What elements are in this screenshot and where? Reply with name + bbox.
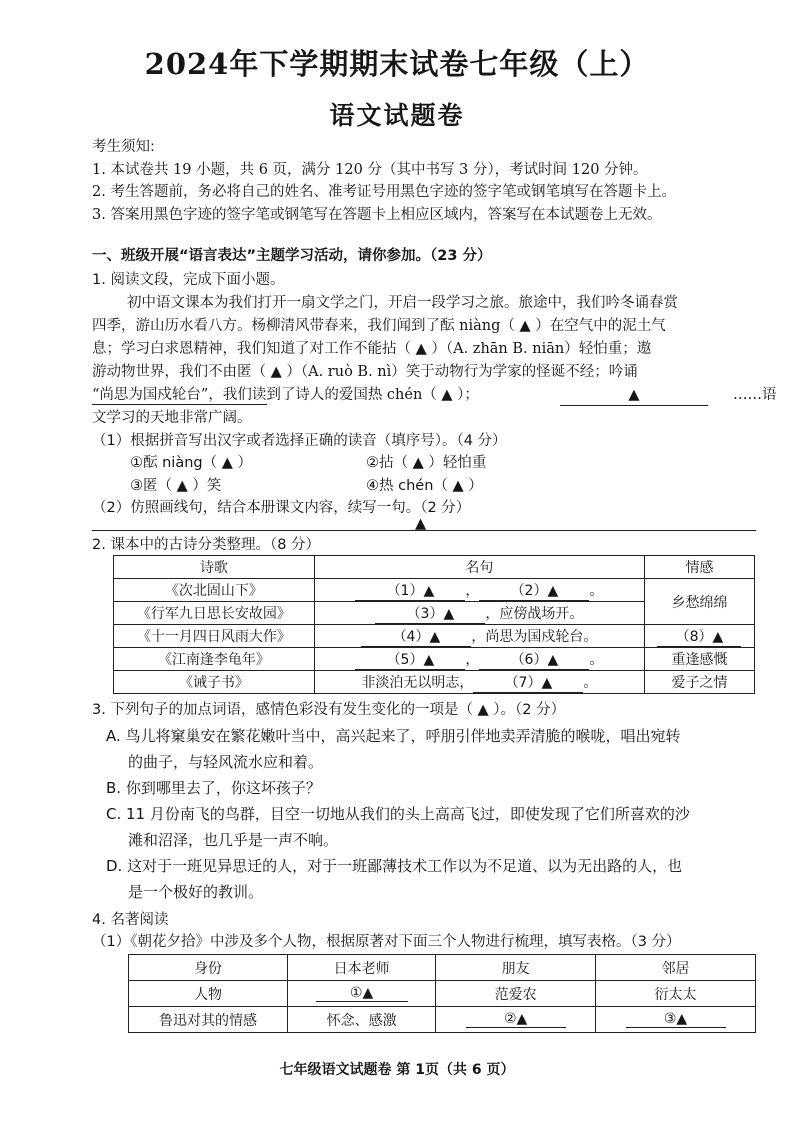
table-cell: 怀念、感激 [288, 1007, 436, 1033]
poem-lines [314, 671, 644, 694]
poem-title: 《次北固山下》 [114, 579, 315, 602]
passage-line: 游动物世界，我们不由匿（ ▲ ）（A. ruò B. nì）笑于动物行为学家的怪诞不经；吟诵 [92, 364, 638, 380]
table-cell: 衍太太 [596, 981, 756, 1007]
option-line: 是一个极好的教训。 [128, 883, 264, 901]
passage-line: 息；学习白求恩精神，我们知道了对工作不能拈（ ▲ ）（A. zhān B. niān）轻怕重；遨 [92, 341, 652, 357]
poem-text: 非淡泊无以明志， [361, 674, 474, 691]
table-cell [436, 1007, 596, 1033]
table-cell: 邻居 [596, 955, 756, 981]
answer-item: ②拈（ ▲ ）轻怕重 [366, 455, 487, 471]
character-table [128, 954, 756, 1033]
poem-lines [314, 602, 644, 625]
table-header-row [114, 556, 755, 579]
question-title: 2. 课本中的古诗分类整理。（8 分） [92, 537, 321, 553]
notice-item: 2. 考生答题前，务必将自己的姓名、准考证号用黑色字迹的签字笔或钢笔填写在答题卡上。 [92, 184, 676, 200]
option-line: D. 这对于一班见异思迁的人，对于一班鄙薄技术工作以为不足道、以为无出路的人，也 [106, 857, 683, 875]
punctuation: 。 [583, 674, 598, 691]
option-line: C. 11 月份南飞的鸟群，目空一切地从我们的头上高高飞过，即使发现了它们所喜欢的沙 [106, 805, 690, 823]
poem-title: 《行军九日思长安故园》 [114, 602, 315, 625]
answer-blank: （7）▲ [473, 672, 583, 693]
emotion-cell: 乡愁绵绵 [644, 579, 754, 625]
table-row [129, 981, 756, 1007]
poem-lines [314, 625, 644, 648]
table-header: 诗歌 [114, 556, 315, 579]
answer-blank: （5）▲ [355, 649, 465, 670]
question-title: 4. 名著阅读 [92, 912, 169, 928]
table-cell: 身份 [129, 955, 288, 981]
answer-item: ④热 chén（ ▲ ） [366, 478, 483, 494]
poem-title: 《十一月四日风雨大作》 [114, 625, 315, 648]
exam-title: 2024年下学期期末试卷七年级（上） [144, 47, 650, 81]
passage-line: ……语 [733, 387, 777, 403]
table-cell: 日本老师 [288, 955, 436, 981]
blank-marker: ▲ [415, 516, 427, 532]
table-header: 名句 [314, 556, 644, 579]
table-row [114, 579, 755, 602]
answer-item: ①酝 niàng（ ▲ ） [130, 455, 252, 471]
option-line: 的曲子，与轻风流水应和着。 [128, 753, 324, 771]
exam-subtitle: 语文试题卷 [329, 101, 465, 130]
passage-line-underlined: “尚思为国戍轮台”，我们读到了诗人的爱国热 chén（ ▲ ）； [92, 387, 479, 403]
notice-heading: 考生须知: [92, 139, 155, 155]
passage-line: 四季，游山历水看八方。杨柳清风带春来，我们闻到了酝 niàng（ ▲ ）在空气中的泥土气 [92, 318, 666, 334]
subquestion: （1）根据拼音写出汉字或者选择正确的读音（填序号）。（4 分） [92, 433, 507, 449]
table-cell: 范爱农 [436, 981, 596, 1007]
question-title: 1. 阅读文段，完成下面小题。 [92, 272, 285, 288]
poem-table [113, 555, 755, 694]
poem-lines [314, 579, 644, 602]
poem-text: ，应傍战场开。 [485, 605, 584, 622]
answer-blank: ①▲ [316, 985, 408, 1002]
punctuation: ， [465, 651, 480, 668]
blank-marker: ▲ [560, 385, 708, 406]
table-header: 情感 [644, 556, 754, 579]
answer-blank: （3）▲ [375, 603, 485, 624]
passage-line: 文学习的天地非常广阔。 [92, 410, 252, 426]
passage-line: 初中语文课本为我们打开一扇文学之门，开启一段学习之旅。旅途中，我们吟冬诵春赏 [127, 295, 678, 311]
option-line: B. 你到哪里去了，你这坏孩子？ [106, 779, 321, 797]
table-row [114, 625, 755, 648]
page-footer: 七年级语文试题卷 第 1页（共 6 页） [279, 1062, 515, 1078]
punctuation: ， [465, 582, 480, 599]
table-row [114, 671, 755, 694]
table-cell: 朋友 [436, 955, 596, 981]
underline [92, 404, 267, 405]
poem-title: 《诫子书》 [114, 671, 315, 694]
table-cell [288, 981, 436, 1007]
table-row [129, 955, 756, 981]
poem-text: ，尚思为国戍轮台。 [471, 628, 598, 645]
subquestion: （2）仿照画线句，结合本册课文内容，续写一句。（2 分） [92, 500, 471, 516]
notice-item: 1. 本试卷共 19 小题，共 6 页，满分 120 分（其中书写 3 分），考试时间 120 分钟。 [92, 162, 648, 178]
answer-blank: （6）▲ [479, 649, 589, 670]
table-cell: 人物 [129, 981, 288, 1007]
option-line: A. 鸟儿将窠巢安在繁花嫩叶当中，高兴起来了，呼朋引伴地卖弄清脆的喉咙，唱出宛转 [106, 727, 681, 745]
answer-blank: （8）▲ [657, 626, 741, 647]
passage-blank [560, 385, 708, 406]
answer-blank: ②▲ [466, 1011, 566, 1028]
punctuation: 。 [589, 651, 604, 668]
section-heading: 一、班级开展“语言表达”主题学习活动，请你参加。（23 分） [92, 248, 492, 264]
question-title: 3. 下列句子的加点词语，感情色彩没有发生变化的一项是（ ▲ ）。（2 分） [92, 702, 566, 718]
table-cell [596, 1007, 756, 1033]
answer-blank: ③▲ [626, 1011, 726, 1028]
answer-blank: （2）▲ [479, 580, 589, 601]
table-cell: 鲁迅对其的情感 [129, 1007, 288, 1033]
emotion-cell: 重逢感慨 [644, 648, 754, 671]
answer-blank: （4）▲ [361, 626, 471, 647]
table-row [129, 1007, 756, 1033]
answer-blank: （1）▲ [355, 580, 465, 601]
emotion-cell: 爱子之情 [644, 671, 754, 694]
answer-item: ③匿（ ▲ ）笑 [130, 478, 222, 494]
option-line: 滩和沼泽，也几乎是一声不响。 [128, 831, 339, 849]
subquestion: （1）《朝花夕拾》中涉及多个人物，根据原著对下面三个人物进行梳理，填写表格。（3 分） [92, 934, 681, 950]
punctuation: 。 [589, 582, 604, 599]
emotion-cell [644, 625, 754, 648]
notice-item: 3. 答案用黑色字迹的签字笔或钢笔写在答题卡上相应区域内，答案写在本试题卷上无效。 [92, 207, 662, 223]
poem-lines [314, 648, 644, 671]
table-row [114, 648, 755, 671]
poem-title: 《江南逢李龟年》 [114, 648, 315, 671]
